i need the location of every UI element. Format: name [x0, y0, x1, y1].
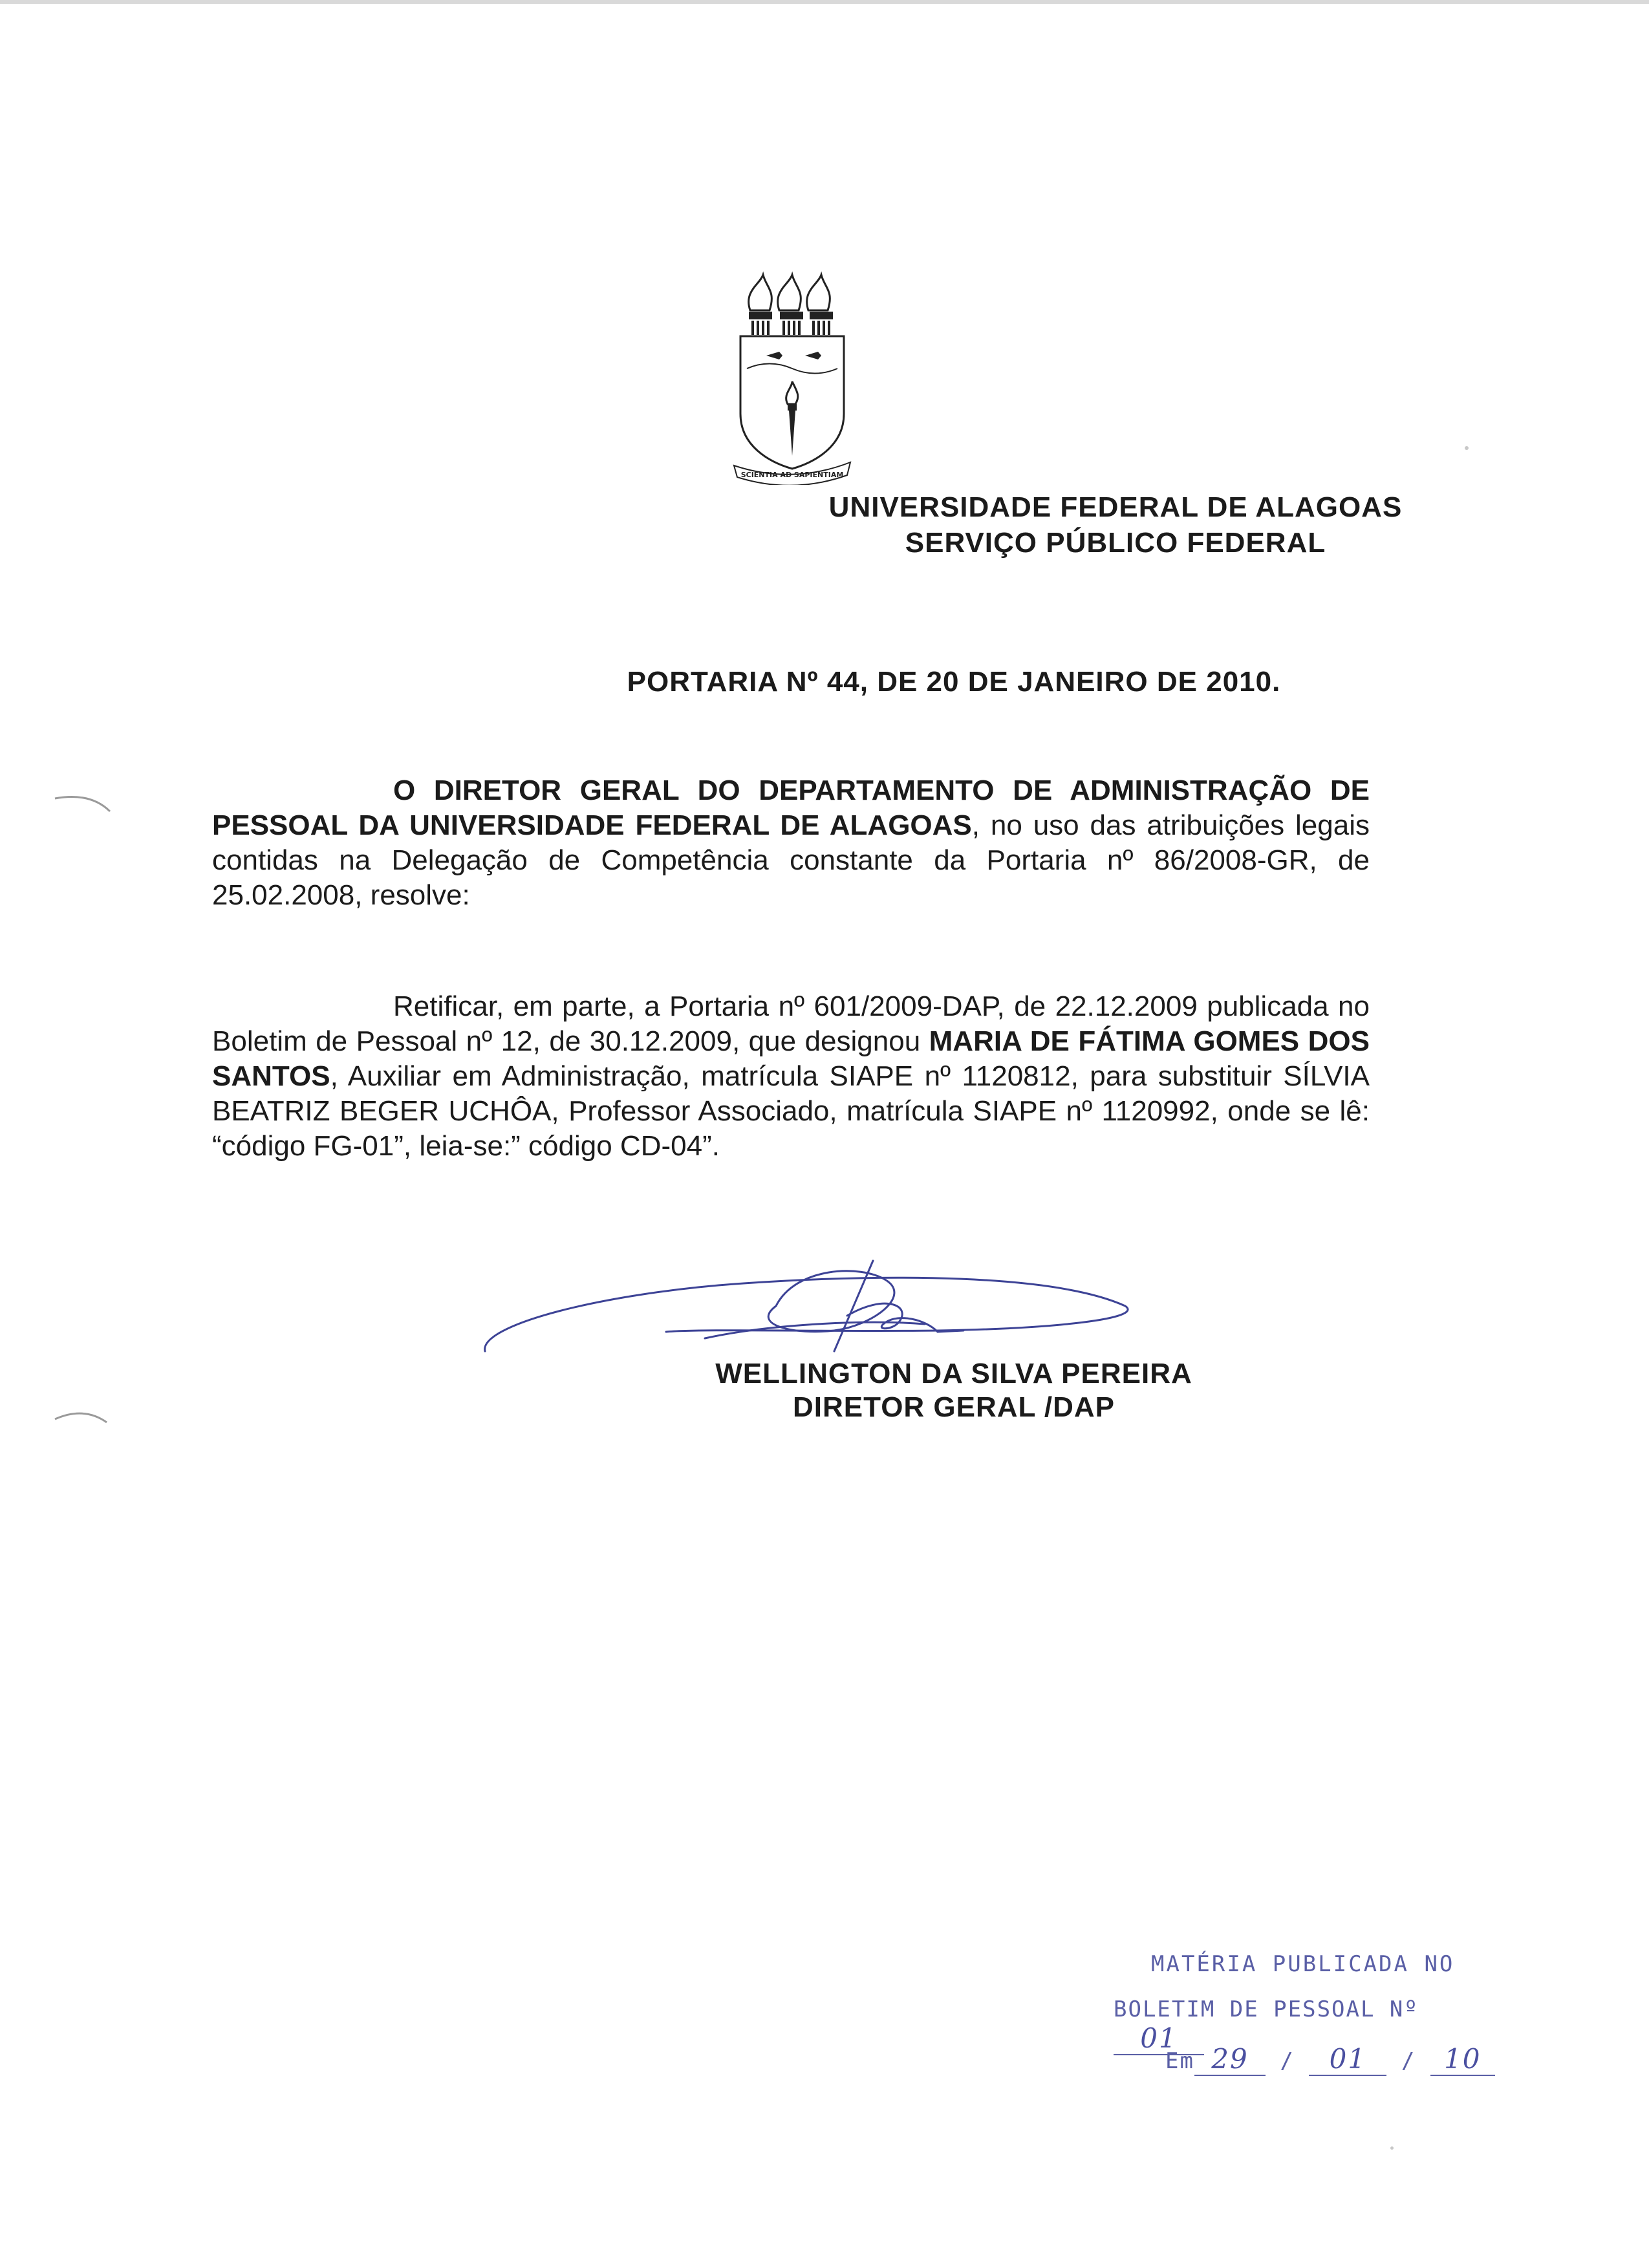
stamp-month: 01	[1309, 2043, 1386, 2076]
punch-hole-mark	[52, 792, 123, 831]
scan-edge	[0, 0, 1649, 4]
scan-speck	[1390, 2146, 1394, 2150]
punch-hole-mark	[52, 1406, 123, 1439]
crest-motto: SCIENTIA AD SAPIENTIAM	[740, 471, 844, 479]
signatory-title: DIRETOR GERAL /DAP	[793, 1391, 1115, 1423]
stamp-line-3: Em 29 / 01 / 10	[1165, 2043, 1495, 2076]
stamp-day: 29	[1194, 2043, 1266, 2076]
stamp-line-1: MATÉRIA PUBLICADA NO	[1151, 1951, 1455, 1977]
university-name: UNIVERSIDADE FEDERAL DE ALAGOAS	[828, 491, 1403, 523]
publication-stamp	[1106, 1940, 1507, 2088]
service-name: SERVIÇO PÚBLICO FEDERAL	[905, 527, 1326, 559]
stamp-date-label: Em	[1165, 2048, 1194, 2074]
resolution-text-1: Retificar, em parte, a Portaria nº 601/2009-DAP, de 22.12.2009 publicada no Boletim de Pessoal nº 12, de 30.12.2009, que designou	[212, 990, 1370, 1057]
handwritten-signature	[472, 1254, 1138, 1371]
signatory-name: WELLINGTON DA SILVA PEREIRA	[715, 1358, 1192, 1389]
document-title: PORTARIA Nº 44, DE 20 DE JANEIRO DE 2010.	[627, 666, 1281, 698]
preamble-text: , no uso das atribuições legais contidas na Delegação de Competência constante da Portaria nº 86/2008-GR, de 25.02.2008, resolve:	[212, 809, 1370, 911]
stamp-bulletin-label: BOLETIM DE PESSOAL Nº	[1114, 1996, 1419, 2022]
resolution-text-2: , Auxiliar em Administração, matrícula SIAPE nº 1120812, para substituir SÍLVIA BEATRIZ BEGER UCHÔA, Professor Associado, matrícula SIAPE nº 1120992, onde se lê: “código FG-01”, leia-se:” código CD-04”.	[212, 1060, 1370, 1162]
university-crest-logo	[731, 272, 854, 485]
stamp-year: 10	[1430, 2043, 1495, 2076]
scan-speck	[1465, 446, 1469, 450]
preamble-bold-lead: O DIRETOR GERAL DO DEPARTAMENTO DE ADMINISTRAÇÃO DE PESSOAL DA UNIVERSIDADE FEDERAL DE ALAGOAS	[212, 775, 1370, 841]
stamp-bulletin-number: 01	[1114, 2022, 1204, 2055]
designated-name: MARIA DE FÁTIMA GOMES DOS SANTOS	[212, 1025, 1370, 1092]
resolution-paragraph	[212, 989, 1370, 1164]
preamble-paragraph	[212, 773, 1370, 913]
